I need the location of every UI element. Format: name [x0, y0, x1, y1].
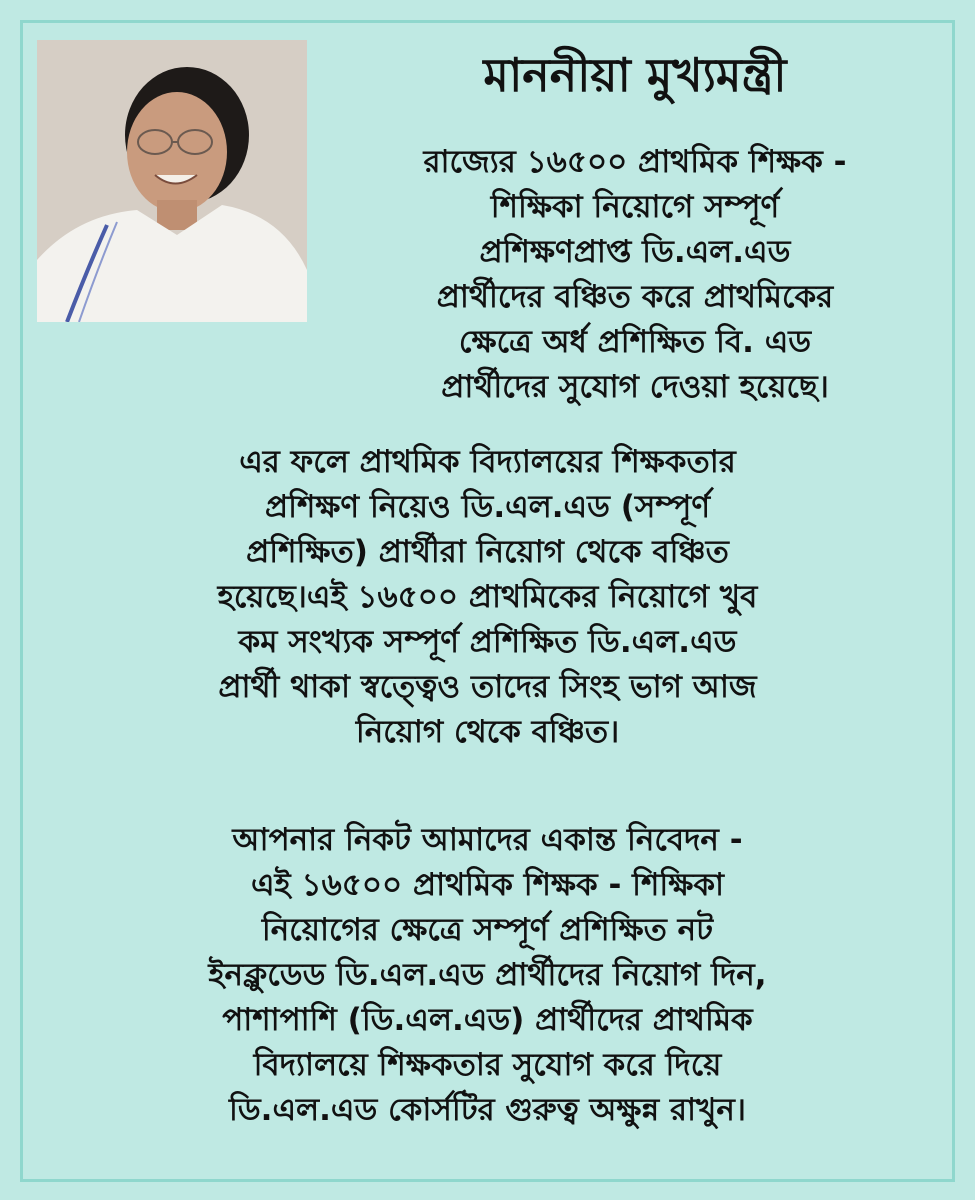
paragraph-2-line: কম সংখ্যক সম্পূর্ণ প্রশিক্ষিত ডি.এল.এড: [238, 624, 737, 660]
paragraph-3-line: নিয়োগের ক্ষেত্রে সম্পূর্ণ প্রশিক্ষিত নট: [261, 912, 714, 948]
paragraph-2-line: প্রশিক্ষিত) প্রার্থীরা নিয়োগ থেকে বঞ্চিত: [246, 534, 729, 570]
paragraph-3-line: আপনার নিকট আমাদের একান্ত নিবেদন -: [232, 822, 743, 858]
paragraph-1: [310, 140, 960, 410]
paragraph-3-line: ইনক্লুডেড ডি.এল.এড প্রার্থীদের নিয়োগ দিন,: [208, 957, 767, 993]
paragraph-3-line: এই ১৬৫০০ প্রাথমিক শিক্ষক - শিক্ষিকা: [250, 867, 725, 903]
paragraph-2-line: নিয়োগ থেকে বঞ্চিত।: [355, 714, 620, 750]
paragraph-1-line: প্রার্থীদের সুযোগ দেওয়া হয়েছে।: [441, 369, 829, 405]
paragraph-2-line: এর ফলে প্রাথমিক বিদ্যালয়ের শিক্ষকতার: [239, 444, 736, 480]
paragraph-3-line: পাশাপাশি (ডি.এল.এড) প্রার্থীদের প্রাথমিক: [222, 1002, 753, 1038]
paragraph-2-line: প্রার্থী থাকা স্বত্ত্বেও তাদের সিংহ ভাগ আজ: [218, 669, 757, 705]
paragraph-1-line: প্রশিক্ষণপ্রাপ্ত ডি.এল.এড: [479, 234, 791, 270]
paragraph-1-line: ক্ষেত্রে অর্ধ প্রশিক্ষিত বি. এড: [458, 324, 812, 360]
paragraph-3-line: ডি.এল.এড কোর্সটির গুরুত্ব অক্ষুন্ন রাখুন।: [228, 1092, 746, 1128]
paragraph-2-line: প্রশিক্ষণ নিয়েও ডি.এল.এড (সম্পূর্ণ: [264, 489, 711, 525]
page-title: মাননীয়া মুখ্যমন্ত্রী: [483, 48, 787, 102]
paragraph-2: [30, 440, 945, 755]
paragraph-1-line: রাজ্যের ১৬৫০০ প্রাথমিক শিক্ষক -: [423, 144, 847, 180]
paragraph-3-line: বিদ্যালয়ে শিক্ষকতার সুযোগ করে দিয়ে: [253, 1047, 722, 1083]
paragraph-1-line: শিক্ষিকা নিয়োগে সম্পূর্ণ: [490, 189, 780, 225]
paragraph-2-line: হয়েছে।এই ১৬৫০০ প্রাথমিকের নিয়োগে খুব: [217, 579, 758, 615]
portrait-photo: [37, 40, 307, 322]
paragraph-3: [30, 818, 945, 1133]
paragraph-1-line: প্রার্থীদের বঞ্চিত করে প্রাথমিকের: [436, 279, 834, 315]
